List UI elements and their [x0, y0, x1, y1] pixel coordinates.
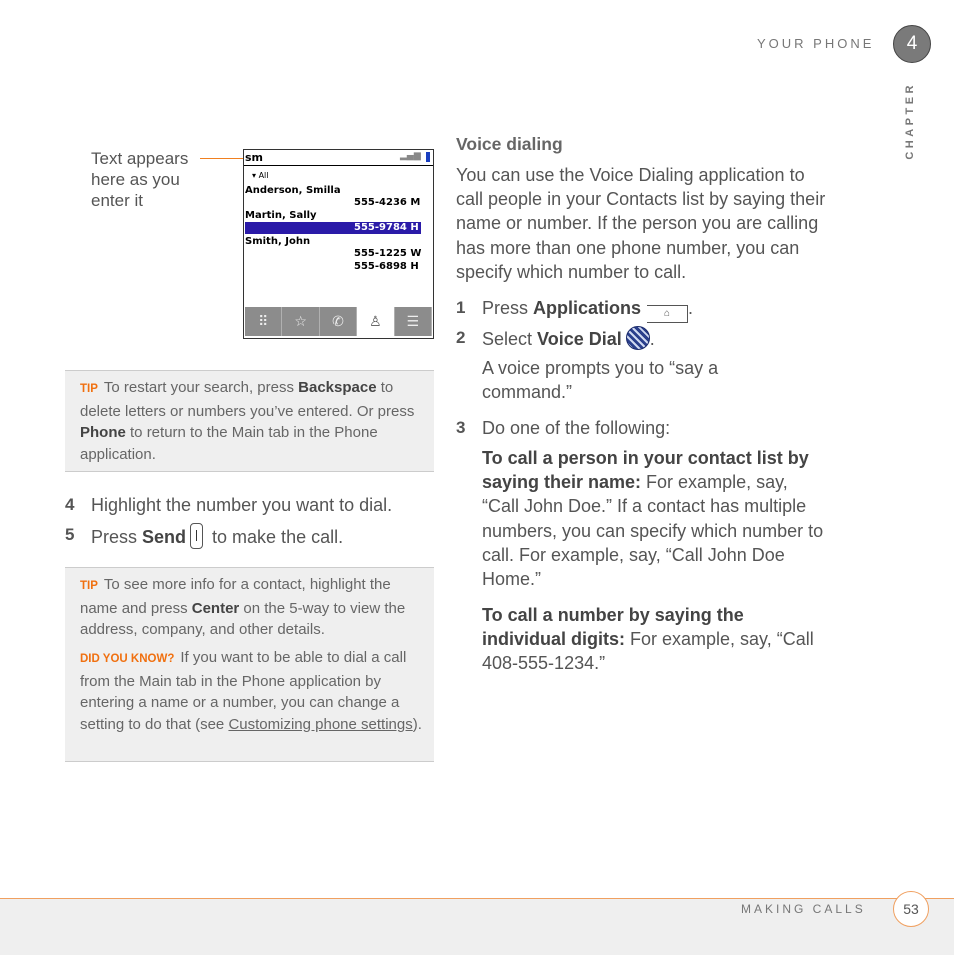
section-heading: Voice dialing	[456, 134, 563, 154]
option-paragraph: To call a person in your contact list by saying their name: For example, say, “Call John Doe.” If a contact has multiple numbers, you can specify which number to call. For example, say, “Call John Doe Home.”	[482, 448, 824, 590]
customizing-settings-link[interactable]: Customizing phone settings	[228, 715, 413, 733]
step-text: Select Voice Dial .	[482, 326, 655, 351]
applications-key-icon: ⌂	[647, 305, 688, 323]
tip-box	[65, 370, 434, 472]
person-icon: ♙	[357, 307, 394, 336]
screen-callout: Text appears here as you enter it	[91, 149, 189, 210]
phone-screenshot	[243, 149, 434, 339]
filter-dropdown: ▾ All	[252, 171, 269, 180]
send-key-icon	[190, 523, 203, 549]
step-text: Press Send to make the call.	[91, 523, 343, 549]
contact-name: Anderson, Smilla	[245, 185, 341, 196]
step-number: 1	[456, 298, 466, 317]
did-you-know-text: DID YOU KNOW? If you want to be able to dial a call from the Main tab in the Phone application by entering a name or a number, you can change a setting to do that (see Customizing phone settings).	[80, 649, 422, 733]
star-icon: ☆	[282, 307, 319, 336]
tip-text: TIP To see more info for a contact, highlight the name and press Center on the 5-way to view the address, company, and other details.	[80, 576, 406, 638]
battery-icon	[426, 152, 430, 162]
tip-text: TIP To restart your search, press Backspace to delete letters or numbers you’ve entered. Or press Phone to return to the Main tab in the Phone application.	[80, 379, 415, 463]
contact-number: 555-1225 W	[354, 248, 422, 259]
step-text: Press Applications ⌂ .	[482, 296, 693, 323]
step-number: 5	[65, 525, 75, 544]
contact-number: 555-6898 H	[354, 261, 419, 272]
step-number: 4	[65, 495, 75, 514]
step-number: 2	[456, 328, 466, 347]
search-text: sm	[245, 151, 264, 164]
tip-tag: TIP	[80, 383, 98, 395]
did-you-know-tag: DID YOU KNOW?	[80, 653, 175, 665]
tip-tag: TIP	[80, 580, 98, 592]
step-text: Highlight the number you want to dial.	[91, 495, 393, 515]
phone-tab-bar	[245, 307, 432, 336]
step-note: A voice prompts you to “say a command.”	[482, 358, 719, 403]
phone-handset-icon: ✆	[320, 307, 357, 336]
contact-name: Smith, John	[245, 236, 311, 247]
signal-icon: ▂▄▆	[400, 151, 421, 161]
voice-dial-icon	[626, 326, 650, 350]
step-number: 3	[456, 418, 466, 437]
search-bar	[244, 150, 433, 166]
filter-label: All	[258, 171, 269, 180]
page-number: 53	[893, 891, 929, 927]
chapter-label: CHAPTER	[904, 82, 916, 160]
running-footer: MAKING CALLS	[741, 902, 866, 916]
callout-leader-line	[200, 158, 243, 159]
contact-name: Martin, Sally	[245, 210, 317, 221]
step-text: Do one of the following:	[482, 418, 671, 438]
list-icon: ☰	[395, 307, 432, 336]
contact-number: 555-4236 M	[354, 197, 421, 208]
chapter-number-badge: 4	[893, 25, 931, 63]
running-header: YOUR PHONE	[757, 36, 875, 51]
option-paragraph: To call a number by saying the individual digits: For example, say, “Call 408-555-1234.”	[482, 605, 814, 674]
intro-paragraph: You can use the Voice Dialing application to call people in your Contacts list by saying their name or number. If the person you are calling has more than one phone number, you can specify which number to call.	[456, 165, 826, 282]
dialpad-icon: ⠿	[245, 307, 282, 336]
tip-box	[65, 567, 434, 762]
contact-number-selected: 555-9784 H	[354, 222, 419, 233]
